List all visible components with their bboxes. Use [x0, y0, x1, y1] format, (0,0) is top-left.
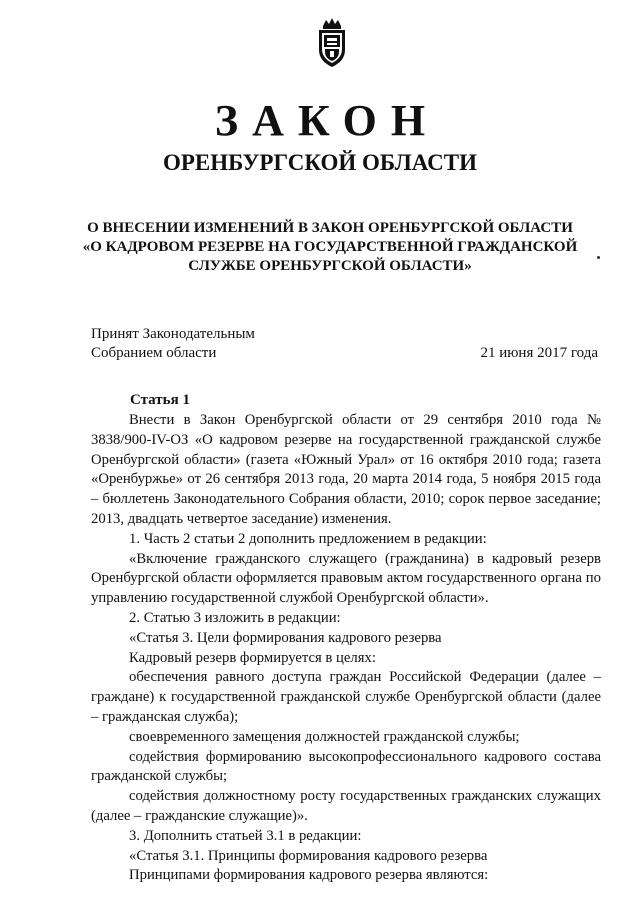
paragraph: обеспечения равного доступа граждан Российской Федерации (далее – граждане) к государственной гражданской службе Оренбургской области (далее – гражданская служба); — [91, 669, 601, 725]
coat-of-arms-icon — [312, 17, 352, 69]
article-title: Статья 1 — [130, 392, 190, 408]
document-title: ЗАКОН — [214, 96, 440, 145]
adoption-info — [91, 325, 255, 363]
paragraph: содействия должностному росту государственных гражданских служащих (далее – гражданские служащие)». — [91, 788, 601, 824]
amendment-title — [70, 219, 590, 276]
paragraph: Внести в Закон Оренбургской области от 29 сентября 2010 года № 3838/900-IV-ОЗ «О кадровом резерве на государственной гражданской службе Оренбургской области» (газета «Южный Урал» от 16 октября 2010 года; газета «Оренбуржье» от 26 сентября 2013 года, 20 марта 2014 года, 5 ноября 2015 года – бюллетень Законодательного Собрания области, 2010; сорок первое заседание; 2013, двадцать четвертое заседание) изменения. — [91, 412, 601, 527]
paragraph: Принципами формирования кадрового резерва являются: — [129, 867, 489, 884]
amendment-title-line: «О КАДРОВОМ РЕЗЕРВЕ НА ГОСУДАРСТВЕННОЙ ГРАЖДАНСКОЙ — [82, 239, 578, 255]
paragraph: Кадровый резерв формируется в целях: — [129, 649, 376, 666]
paragraph: содействия формированию высокопрофессионального кадрового состава гражданской службы; — [91, 748, 601, 785]
adoption-date: 21 июня 2017 года — [480, 345, 598, 361]
paragraph: «Статья 3. Цели формирования кадрового резерва — [129, 629, 442, 646]
amendment-title-line: О ВНЕСЕНИИ ИЗМЕНЕНИЙ В ЗАКОН ОРЕНБУРГСКОЙ ОБЛАСТИ — [87, 220, 573, 236]
paragraph: «Включение гражданского служащего (гражданина) в кадровый резерв Оренбургской области оформляется правовым актом государственного органа по управлению государственной службой Оренбургской области». — [91, 550, 601, 607]
adoption-line: Принят Законодательным — [91, 326, 255, 342]
amendment-title-line: СЛУЖБЕ ОРЕНБУРГСКОЙ ОБЛАСТИ» — [188, 258, 472, 274]
adoption-line: Собранием области — [91, 345, 217, 361]
paragraph: 3. Дополнить статьей 3.1 в редакции: — [129, 827, 362, 844]
article-body — [91, 411, 601, 886]
scan-speck — [597, 256, 600, 259]
paragraph: 2. Статью 3 изложить в редакции: — [129, 609, 341, 626]
paragraph: своевременного замещения должностей гражданской службы; — [129, 728, 520, 745]
paragraph: 1. Часть 2 статьи 2 дополнить предложением в редакции: — [129, 530, 487, 547]
document-subtitle: ОРЕНБУРГСКОЙ ОБЛАСТИ — [162, 150, 478, 175]
paragraph: «Статья 3.1. Принципы формирования кадрового резерва — [129, 847, 488, 864]
